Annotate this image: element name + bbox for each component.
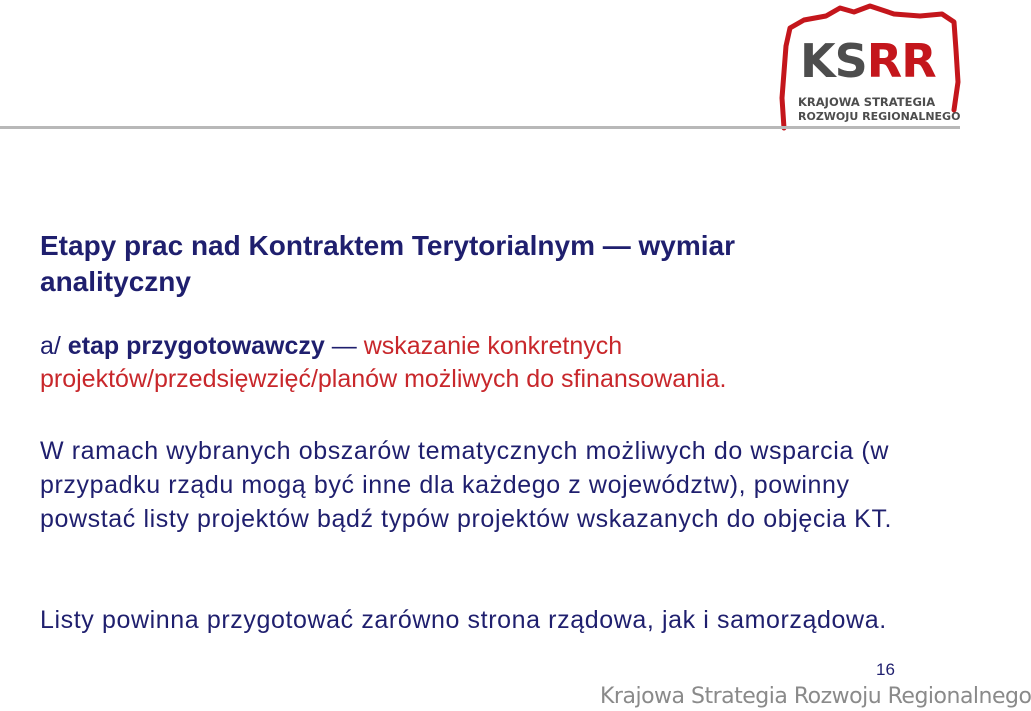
slide-title: Etapy prac nad Kontraktem Terytorialnym — wymiar analityczny — [40, 230, 736, 297]
p1-highlight: wskazanie konkretnych projektów/przedsięwzięć/planów możliwych do sfinansowania. — [40, 332, 727, 393]
paragraph-preparatory-stage — [40, 330, 840, 396]
page-number: 16 — [876, 660, 895, 679]
p1-bold: etap przygotowawczy — [67, 332, 325, 360]
p1-prefix: a/ — [40, 332, 68, 360]
paragraph-lists-preparation: Listy powinna przygotować zarówno strona rządowa, jak i samorządowa. — [40, 606, 887, 634]
logo-tagline-2: ROZWOJU REGIONALNEGO — [798, 110, 961, 123]
logo-letters-rr: RR — [866, 34, 936, 88]
p1-dash: — — [324, 332, 364, 360]
logo-wordmark — [800, 34, 936, 88]
paragraph-project-lists: W ramach wybranych obszarów tematycznych możliwych do wsparcia (w przypadku rządu mogą być inne dla każdego z województw), powinny powstać listy projektów bądź typów projektów wskazanych do objęcia KT. — [40, 437, 893, 533]
logo-letter-s: S — [834, 34, 867, 88]
footer-text: Krajowa Strategia Rozwoju Regionalnego — [600, 684, 1031, 709]
logo-tagline-1: KRAJOWA STRATEGIA — [798, 95, 936, 109]
logo-letter-k: K — [800, 34, 835, 88]
ksrr-logo — [770, 2, 960, 132]
header-divider — [0, 126, 960, 129]
